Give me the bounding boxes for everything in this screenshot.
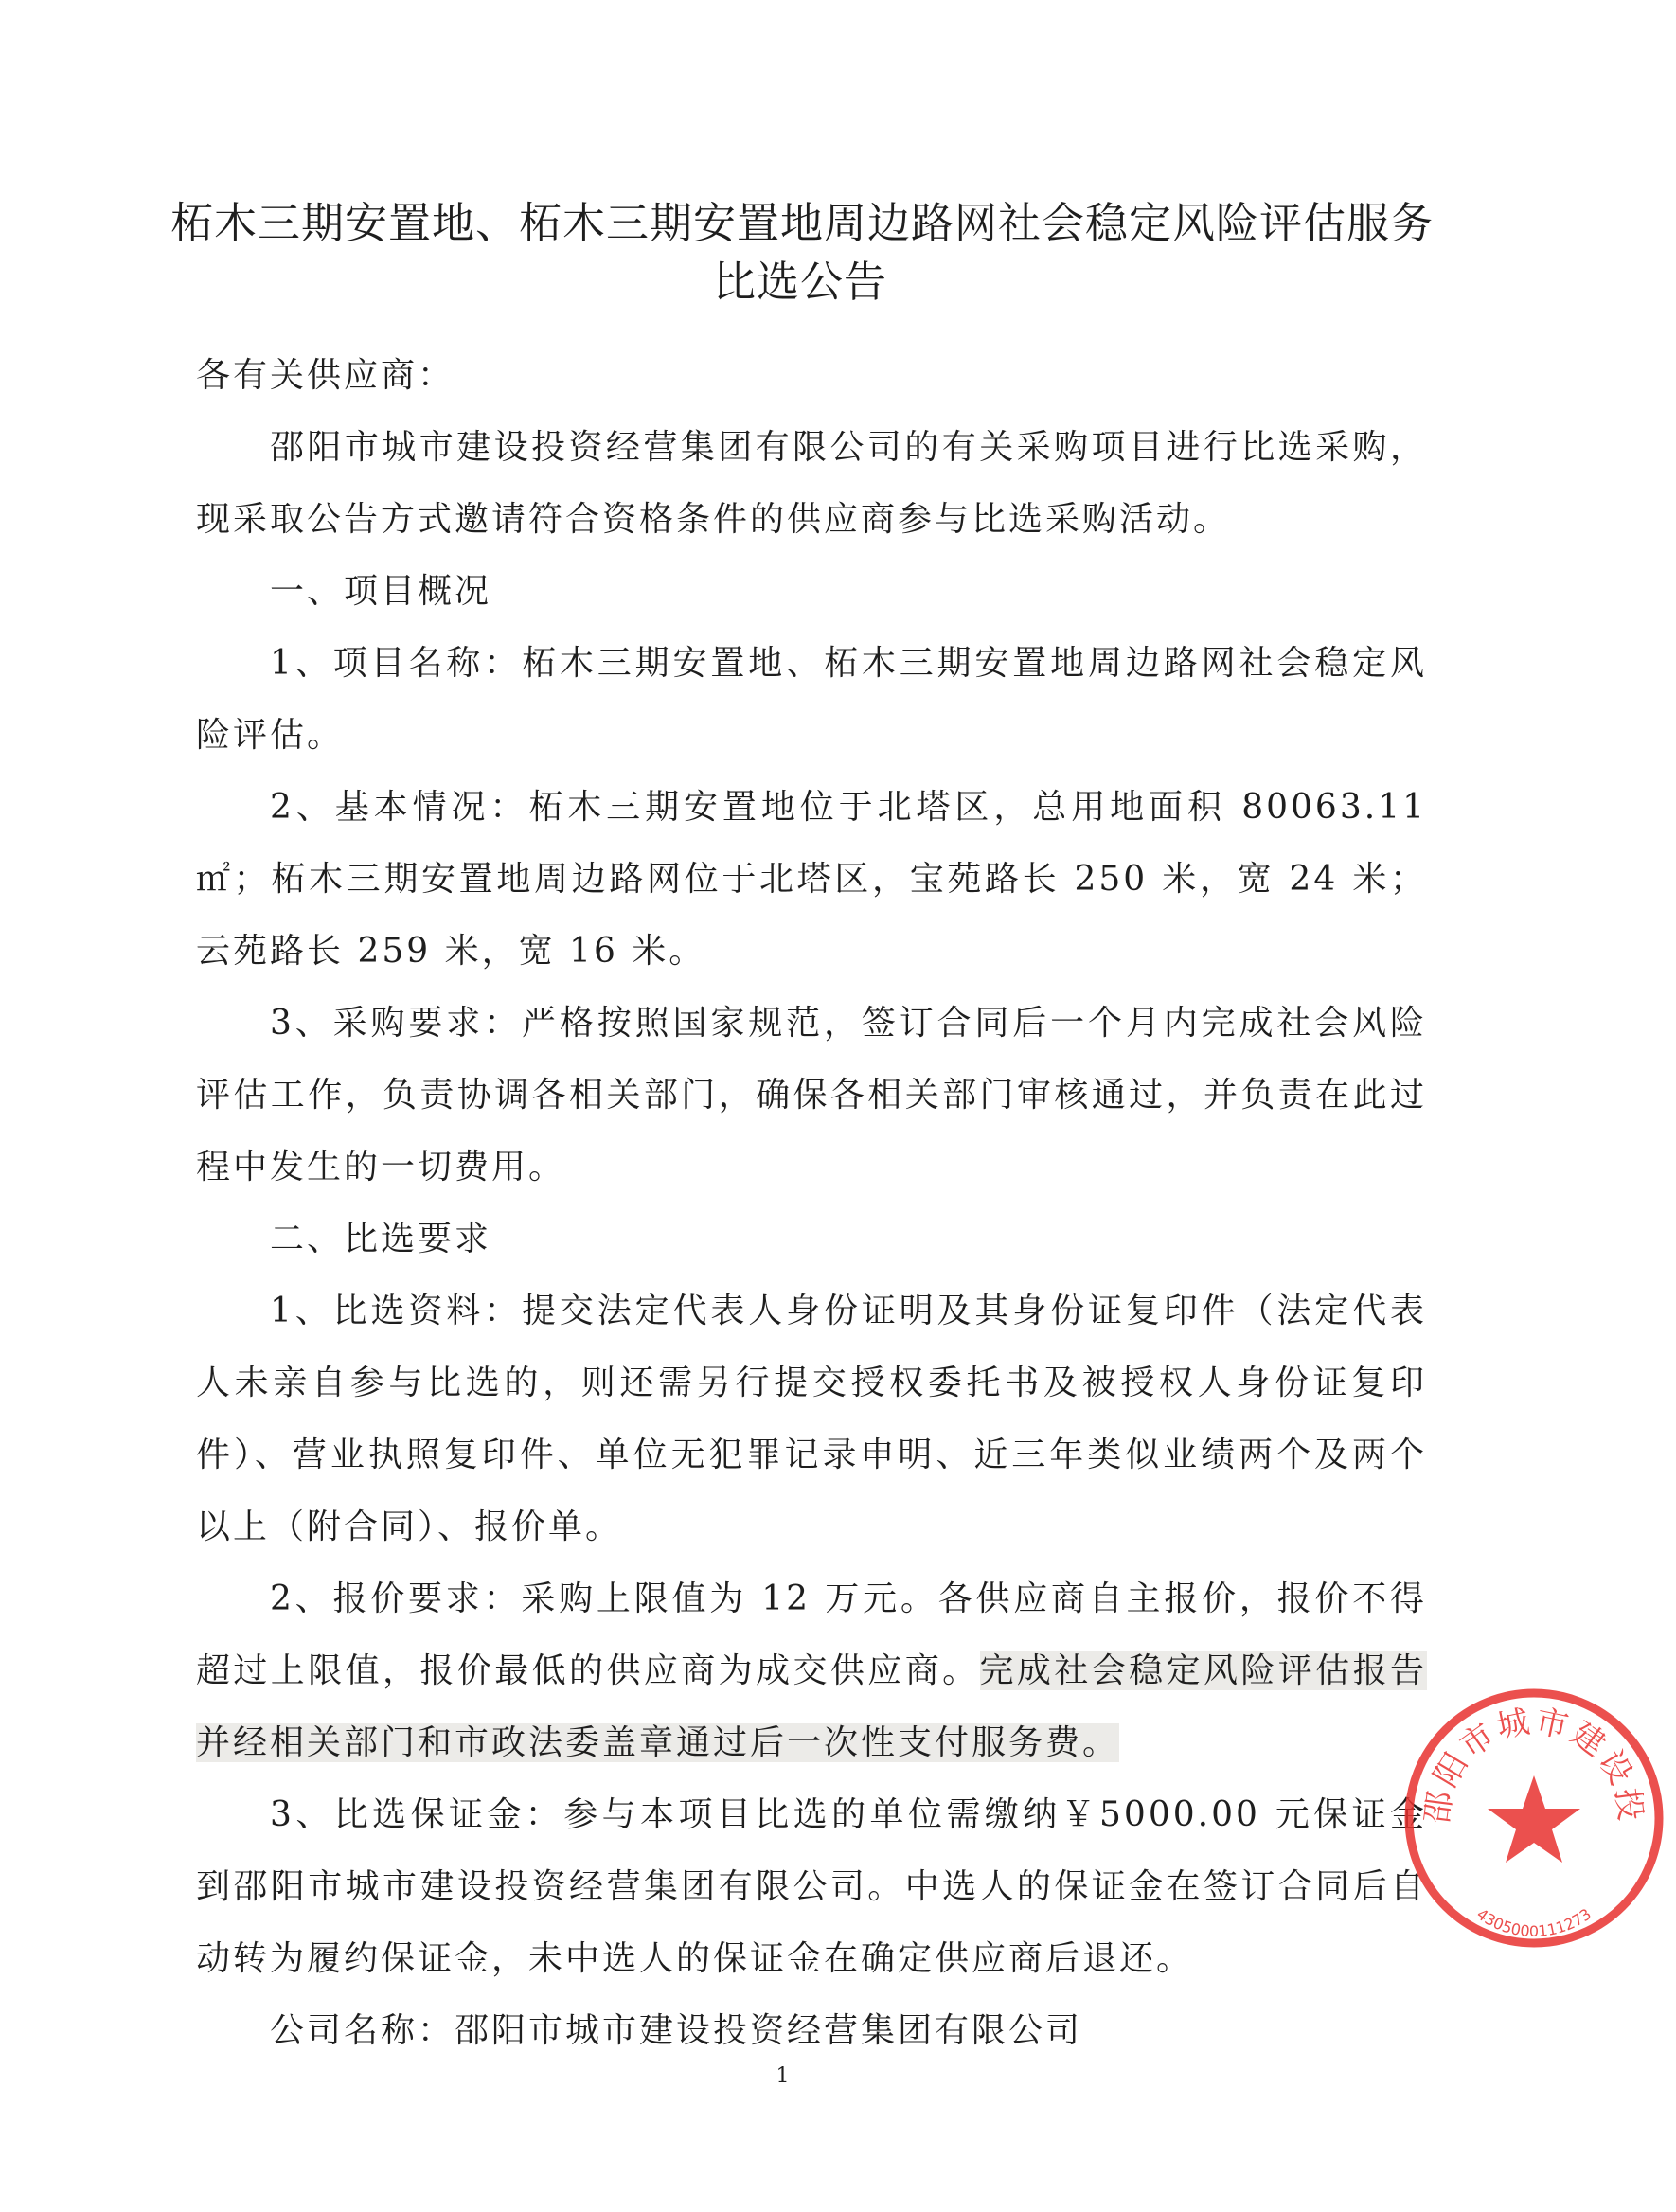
item-2-2-highlighted-text: 完成社会稳定风险评估报告并经相关部门和市政法委盖章通过后一次性支付服务费。 — [196, 1651, 1427, 1762]
intro-paragraph: 邵阳市城市建设投资经营集团有限公司的有关采购项目进行比选采购，现采取公告方式邀请符合资格条件的供应商参与比选采购活动。 — [196, 428, 1427, 539]
company-seal-stamp — [1392, 1676, 1676, 1960]
item-2-2-text: 2、报价要求：采购上限值为 12 万元。各供应商自主报价，报价不得超过上限值，报价最低的供应商为成交供应商。 — [196, 1579, 1427, 1690]
seal-code: 4305000111273 — [1473, 1904, 1595, 1940]
title-line-1: 柘木三期安置地、柘木三期安置地周边路网社会稳定风险评估服务 — [170, 198, 1435, 248]
item-1-2: 2、基本情况：柘木三期安置地位于北塔区，总用地面积 80063.11 ㎡；柘木三期安置地周边路网位于北塔区，宝苑路长 250 米，宽 24 米；云苑路长 259 米，宽 16 米。 — [196, 788, 1427, 971]
company-line: 公司名称：邵阳市城市建设投资经营集团有限公司 — [270, 2011, 1083, 2050]
section-1-heading: 一、项目概况 — [270, 572, 492, 611]
item-2-1: 1、比选资料：提交法定代表人身份证明及其身份证复印件（法定代表人未亲自参与比选的，则还需另行提交授权委托书及被授权人身份证复印件）、营业执照复印件、单位无犯罪记录申明、近三年类似业绩两个及两个以上（附合同）、报价单。 — [196, 1292, 1427, 1546]
item-2-2 — [196, 1563, 1427, 1779]
item-1-3: 3、采购要求：严格按照国家规范，签订合同后一个月内完成社会风险评估工作，负责协调各相关部门，确保各相关部门审核通过，并负责在此过程中发生的一切费用。 — [196, 1004, 1427, 1186]
salutation: 各有关供应商： — [196, 356, 455, 395]
document-body — [196, 412, 1427, 2067]
document-title — [170, 194, 1435, 312]
item-1-1: 1、项目名称：柘木三期安置地、柘木三期安置地周边路网社会稳定风险评估。 — [196, 644, 1427, 755]
section-2-heading: 二、比选要求 — [270, 1220, 492, 1258]
title-line-2: 比选公告 — [712, 257, 887, 307]
item-2-3: 3、比选保证金：参与本项目比选的单位需缴纳￥5000.00 元保证金到邵阳市城市建设投资经营集团有限公司。中选人的保证金在签订合同后自动转为履约保证金，未中选人的保证金在确定供应商后退还。 — [196, 1795, 1427, 1978]
seal-text: 邵阳市城市建设投 — [1417, 1702, 1650, 1826]
page-number: 1 — [776, 2064, 790, 2088]
